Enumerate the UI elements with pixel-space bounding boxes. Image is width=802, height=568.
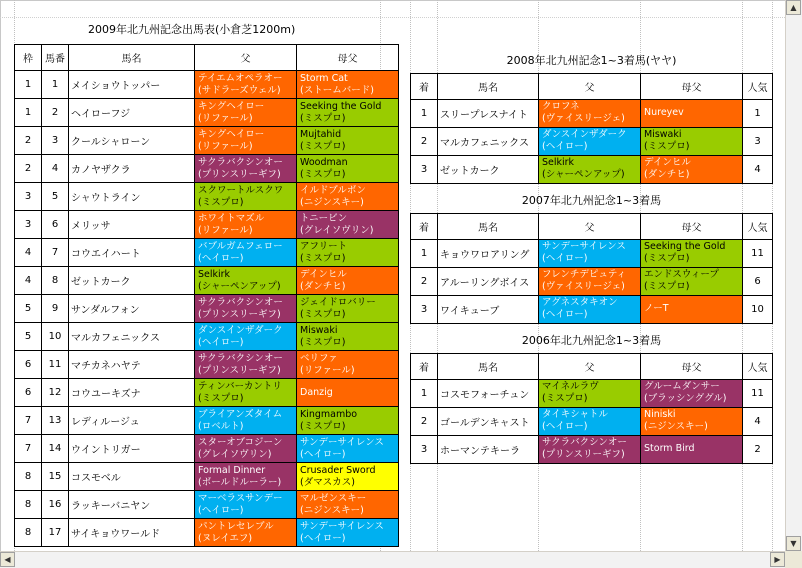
- dam-sire-cell-name: グルームダンサー: [644, 381, 720, 392]
- dam-sire-cell: [297, 267, 399, 295]
- sire-cell-lineage: (ヘイロー): [542, 141, 588, 152]
- waku-cell: 6: [15, 379, 42, 407]
- horse-name-cell: サイキョウワールド: [69, 519, 195, 547]
- umaban-cell: 7: [42, 239, 69, 267]
- horse-name-cell: メイショウトッパー: [69, 71, 195, 99]
- dam-sire-cell-name: ジェイドロバリー: [300, 296, 376, 308]
- sire-cell: [195, 407, 297, 435]
- table-row: [15, 379, 399, 407]
- sire-cell-name: サクラバクシンオー: [542, 437, 627, 448]
- umaban-cell: 17: [42, 519, 69, 547]
- waku-cell: 4: [15, 267, 42, 295]
- table-row: [15, 71, 399, 99]
- table-row: [15, 519, 399, 547]
- sire-cell-name: フレンチデピュティ: [542, 269, 627, 280]
- waku-cell: 2: [15, 155, 42, 183]
- table-row: [15, 239, 399, 267]
- popularity-cell: 10: [743, 295, 773, 323]
- sire-cell-lineage: (ヘイロー): [198, 504, 244, 516]
- place-cell: 3: [411, 295, 438, 323]
- sire-cell-lineage: (リファール): [198, 224, 253, 236]
- results-table-2006: [410, 327, 773, 464]
- dam-sire-cell-name: Niniski: [644, 409, 676, 420]
- dam-sire-cell-name: トニービン: [300, 212, 348, 224]
- dam-sire-cell: [297, 323, 399, 351]
- place-cell: 1: [411, 99, 438, 127]
- waku-cell: 2: [15, 127, 42, 155]
- sire-cell-name: アグネスタキオン: [542, 297, 618, 308]
- sire-cell-lineage: (ヘイロー): [198, 336, 244, 348]
- sire-cell: [195, 435, 297, 463]
- dam-sire-cell: [297, 127, 399, 155]
- horse-name-cell: コスモフォーチュン: [438, 379, 539, 407]
- results-header-cell: 父: [539, 73, 641, 99]
- sire-cell-name: パントレセレブル: [198, 520, 274, 532]
- horse-name-cell: シャウトライン: [69, 183, 195, 211]
- dam-sire-cell: [641, 155, 743, 183]
- table-row: [15, 211, 399, 239]
- table-row: [15, 127, 399, 155]
- dam-sire-cell-name: Miswaki: [300, 324, 338, 336]
- results-header-cell: 馬名: [438, 73, 539, 99]
- table-row: [15, 295, 399, 323]
- place-cell: 2: [411, 127, 438, 155]
- results-header-row: [411, 353, 773, 379]
- sire-cell-name: ブライアンズタイム: [198, 408, 283, 420]
- sire-cell-name: サクラバクシンオー: [198, 296, 283, 308]
- sire-cell: [539, 239, 641, 267]
- dam-sire-cell-lineage: (ダンチヒ): [300, 280, 346, 292]
- table-row: [411, 295, 773, 323]
- table-row: [411, 407, 773, 435]
- results-title-row: [411, 47, 773, 73]
- horse-name-cell: ゴールデンキャスト: [438, 407, 539, 435]
- sire-cell: [539, 99, 641, 127]
- table-row: [15, 323, 399, 351]
- dam-sire-cell-lineage: (ブラッシンググル): [644, 393, 727, 404]
- dam-sire-cell: [297, 239, 399, 267]
- horse-name-cell: レディルージュ: [69, 407, 195, 435]
- header-sire: 父: [195, 45, 297, 71]
- sire-cell-name: マーベラスサンデー: [198, 492, 283, 504]
- sire-cell: [195, 211, 297, 239]
- results-header-cell: 馬名: [438, 353, 539, 379]
- sire-cell: [539, 407, 641, 435]
- place-cell: 3: [411, 155, 438, 183]
- umaban-cell: 6: [42, 211, 69, 239]
- table-row: [411, 267, 773, 295]
- dam-sire-cell-name: Storm Cat: [300, 72, 348, 84]
- sire-cell-lineage: (ミスプロ): [198, 196, 244, 208]
- umaban-cell: 9: [42, 295, 69, 323]
- dam-sire-cell-lineage: (ヘイロー): [300, 448, 346, 460]
- sire-cell-name: Selkirk: [542, 157, 575, 168]
- results-header-cell: 着: [411, 73, 438, 99]
- dam-sire-cell-name: Storm Bird: [644, 443, 695, 454]
- sire-cell: [195, 519, 297, 547]
- sire-cell-name: ダンスインザダーク: [198, 324, 283, 336]
- sire-cell: [195, 379, 297, 407]
- horse-name-cell: ワイキューブ: [438, 295, 539, 323]
- sire-cell: [539, 379, 641, 407]
- results-table-2008: [410, 47, 773, 184]
- table-row: [411, 239, 773, 267]
- waku-cell: 1: [15, 71, 42, 99]
- sire-cell: [539, 295, 641, 323]
- table-row: [15, 491, 399, 519]
- sire-cell: [195, 295, 297, 323]
- popularity-cell: 11: [743, 239, 773, 267]
- race-card-table: [14, 44, 399, 547]
- place-cell: 2: [411, 407, 438, 435]
- sire-cell-name: キングヘイロー: [198, 128, 265, 140]
- sire-cell: [195, 155, 297, 183]
- umaban-cell: 13: [42, 407, 69, 435]
- dam-sire-cell-lineage: (ミスプロ): [300, 252, 346, 264]
- results-header-cell: 人気: [743, 73, 773, 99]
- results-header-cell: 人気: [743, 213, 773, 239]
- table-row: [411, 435, 773, 463]
- dam-sire-cell: [297, 351, 399, 379]
- sire-cell-name: ホワイトマズル: [198, 212, 265, 224]
- sire-cell: [539, 267, 641, 295]
- place-cell: 1: [411, 379, 438, 407]
- dam-sire-cell-lineage: (ミスプロ): [300, 140, 346, 152]
- sire-cell-name: マイネルラヴ: [542, 381, 599, 392]
- dam-sire-cell-lineage: (ミスプロ): [300, 308, 346, 320]
- dam-sire-cell-name: Crusader Sword: [300, 464, 376, 476]
- sire-cell-lineage: (リファール): [198, 140, 253, 152]
- waku-cell: 3: [15, 211, 42, 239]
- dam-sire-cell: [297, 155, 399, 183]
- table-row: [15, 407, 399, 435]
- sire-cell: [195, 267, 297, 295]
- results-header-cell: 着: [411, 213, 438, 239]
- horse-name-cell: コスモベル: [69, 463, 195, 491]
- dam-sire-cell-lineage: (ストームバード): [300, 84, 374, 96]
- dam-sire-cell-lineage: (ミスプロ): [644, 253, 690, 264]
- sire-cell-name: Formal Dinner: [198, 464, 266, 476]
- waku-cell: 4: [15, 239, 42, 267]
- horse-name-cell: カノヤザクラ: [69, 155, 195, 183]
- results-header-row: [411, 213, 773, 239]
- dam-sire-cell: [297, 99, 399, 127]
- dam-sire-cell-lineage: (ミスプロ): [644, 141, 690, 152]
- dam-sire-cell-lineage: (ダマスカス): [300, 476, 355, 488]
- table-row: [15, 267, 399, 295]
- sire-cell: [195, 71, 297, 99]
- scroll-right-icon[interactable]: ▶: [770, 552, 785, 567]
- scroll-down-icon[interactable]: ▼: [786, 536, 801, 551]
- horse-name-cell: ゼットカーク: [438, 155, 539, 183]
- waku-cell: 3: [15, 183, 42, 211]
- popularity-cell: 6: [743, 267, 773, 295]
- umaban-cell: 11: [42, 351, 69, 379]
- dam-sire-cell-lineage: (ミスプロ): [300, 168, 346, 180]
- table-row: [411, 379, 773, 407]
- race-card-header-row: [15, 45, 399, 71]
- place-cell: 2: [411, 267, 438, 295]
- sire-cell-name: サクラバクシンオー: [198, 156, 283, 168]
- results-header-cell: 母父: [641, 73, 743, 99]
- header-waku: 枠: [15, 45, 42, 71]
- horse-name-cell: ホーマンテキーラ: [438, 435, 539, 463]
- table-row: [411, 127, 773, 155]
- dam-sire-cell: [641, 435, 743, 463]
- horse-name-cell: マチカネハヤテ: [69, 351, 195, 379]
- umaban-cell: 10: [42, 323, 69, 351]
- results-title-row: [411, 327, 773, 353]
- waku-cell: 1: [15, 99, 42, 127]
- dam-sire-cell-lineage: (ミスプロ): [300, 336, 346, 348]
- umaban-cell: 14: [42, 435, 69, 463]
- horse-name-cell: ヘイローフジ: [69, 99, 195, 127]
- sire-cell: [195, 239, 297, 267]
- results-title: 2008年北九州記念1~3着馬(ヤヤ): [506, 53, 677, 67]
- umaban-cell: 8: [42, 267, 69, 295]
- popularity-cell: 4: [743, 407, 773, 435]
- horse-name-cell: クールシャローン: [69, 127, 195, 155]
- sire-cell-name: サンデーサイレンス: [542, 241, 626, 252]
- dam-sire-cell: [641, 239, 743, 267]
- dam-sire-cell-lineage: (ミスプロ): [644, 281, 690, 292]
- dam-sire-cell-name: イルドブルボン: [300, 184, 366, 196]
- dam-sire-cell-lineage: (ミスプロ): [300, 112, 346, 124]
- dam-sire-cell-name: エンドスウィープ: [644, 269, 719, 280]
- results-title: 2006年北九州記念1~3着馬: [521, 333, 662, 347]
- scroll-left-icon[interactable]: ◀: [0, 552, 15, 567]
- results-title-row: [411, 187, 773, 213]
- umaban-cell: 4: [42, 155, 69, 183]
- horse-name-cell: キョウワロアリング: [438, 239, 539, 267]
- umaban-cell: 12: [42, 379, 69, 407]
- sire-cell-lineage: (ヘイロー): [198, 252, 244, 264]
- umaban-cell: 5: [42, 183, 69, 211]
- horse-name-cell: コウエイハート: [69, 239, 195, 267]
- dam-sire-cell: [297, 463, 399, 491]
- horse-name-cell: ゼットカーク: [69, 267, 195, 295]
- scroll-up-icon[interactable]: ▲: [786, 0, 801, 15]
- horse-name-cell: メリッサ: [69, 211, 195, 239]
- dam-sire-cell-name: Kingmambo: [300, 408, 358, 420]
- sire-cell-lineage: (ミスプロ): [198, 392, 244, 404]
- dam-sire-cell-name: Mujtahid: [300, 128, 342, 140]
- table-row: [15, 183, 399, 211]
- sire-cell-lineage: (プリンスリーギフ): [542, 449, 625, 460]
- umaban-cell: 1: [42, 71, 69, 99]
- sire-cell: [195, 183, 297, 211]
- dam-sire-cell: [297, 183, 399, 211]
- sire-cell-lineage: (サドラーズウェル): [198, 84, 281, 96]
- results-title: 2007年北九州記念1~3着馬: [521, 193, 662, 207]
- sire-cell-name: スターオブコジーン: [198, 436, 283, 448]
- dam-sire-cell: [641, 267, 743, 295]
- table-row: [411, 155, 773, 183]
- dam-sire-cell: [641, 407, 743, 435]
- place-cell: 3: [411, 435, 438, 463]
- dam-sire-cell-name: デインヒル: [644, 157, 691, 168]
- sire-cell: [195, 351, 297, 379]
- table-row: [15, 155, 399, 183]
- sire-cell-lineage: (プリンスリーギフ): [198, 168, 281, 180]
- waku-cell: 8: [15, 519, 42, 547]
- sire-cell-name: Selkirk: [198, 268, 231, 280]
- horizontal-scrollbar[interactable]: [0, 551, 785, 568]
- horse-name-cell: ラッキーバニヤン: [69, 491, 195, 519]
- popularity-cell: 2: [743, 435, 773, 463]
- dam-sire-cell-name: マルゼンスキー: [300, 492, 367, 504]
- vertical-scrollbar[interactable]: [785, 0, 802, 551]
- dam-sire-cell-name: アフリート: [300, 240, 348, 252]
- dam-sire-cell: [297, 491, 399, 519]
- horse-name-cell: アルーリングボイス: [438, 267, 539, 295]
- dam-sire-cell-name: サンデーサイレンス: [300, 520, 384, 532]
- sire-cell-lineage: (ヌレイエフ): [198, 532, 253, 544]
- dam-sire-cell-lineage: (リファール): [300, 364, 355, 376]
- sire-cell-lineage: (シャーペンアップ): [198, 280, 281, 292]
- dam-sire-cell-lineage: (ニジンスキー): [300, 504, 364, 516]
- sire-cell-lineage: (ヘイロー): [542, 309, 588, 320]
- umaban-cell: 3: [42, 127, 69, 155]
- dam-sire-cell-lineage: (ダンチヒ): [644, 169, 690, 180]
- sire-cell: [195, 491, 297, 519]
- sire-cell-lineage: (プリンスリーギフ): [198, 364, 281, 376]
- dam-sire-cell-name: Woodman: [300, 156, 348, 168]
- sire-cell-lineage: (ヘイロー): [542, 421, 588, 432]
- results-header-cell: 父: [539, 353, 641, 379]
- table-row: [15, 99, 399, 127]
- dam-sire-cell: [297, 407, 399, 435]
- results-header-row: [411, 73, 773, 99]
- sire-cell-lineage: (ボールドルーラー): [198, 476, 282, 488]
- dam-sire-cell-name: ベリファ: [300, 352, 338, 364]
- horse-name-cell: マルカフェニックス: [69, 323, 195, 351]
- dam-sire-cell: [641, 295, 743, 323]
- dam-sire-cell: [641, 99, 743, 127]
- table-row: [411, 99, 773, 127]
- dam-sire-cell: [641, 379, 743, 407]
- sire-cell-lineage: (ヴァイスリージェ): [542, 281, 625, 292]
- horse-name-cell: スリープレスナイト: [438, 99, 539, 127]
- sire-cell-name: クロフネ: [542, 101, 580, 112]
- results-header-cell: 父: [539, 213, 641, 239]
- waku-cell: 5: [15, 295, 42, 323]
- sire-cell-name: サクラバクシンオー: [198, 352, 283, 364]
- dam-sire-cell: [297, 295, 399, 323]
- dam-sire-cell-name: Nureyev: [644, 107, 684, 118]
- results-header-cell: 母父: [641, 353, 743, 379]
- waku-cell: 6: [15, 351, 42, 379]
- umaban-cell: 2: [42, 99, 69, 127]
- dam-sire-cell-name: デインヒル: [300, 268, 347, 280]
- sire-cell-lineage: (リファール): [198, 112, 253, 124]
- sire-cell: [195, 99, 297, 127]
- results-header-cell: 着: [411, 353, 438, 379]
- race-card-title: 2009年北九州記念出馬表(小倉芝1200m): [88, 23, 296, 36]
- dam-sire-cell-name: Miswaki: [644, 129, 682, 140]
- dam-sire-cell: [641, 127, 743, 155]
- sire-cell-name: ティンバーカントリ: [198, 380, 282, 392]
- dam-sire-cell: [297, 71, 399, 99]
- header-umaban: 馬番: [42, 45, 69, 71]
- sire-cell: [195, 463, 297, 491]
- horse-name-cell: サンダルフォン: [69, 295, 195, 323]
- sire-cell-lineage: (ヘイロー): [542, 253, 588, 264]
- dam-sire-cell: [297, 519, 399, 547]
- sire-cell: [539, 435, 641, 463]
- sire-cell: [195, 127, 297, 155]
- sire-cell-lineage: (グレイソヴリン): [198, 448, 272, 460]
- header-dam-sire: 母父: [297, 45, 399, 71]
- waku-cell: 8: [15, 463, 42, 491]
- dam-sire-cell-name: ノーT: [644, 303, 669, 314]
- place-cell: 1: [411, 239, 438, 267]
- waku-cell: 8: [15, 491, 42, 519]
- waku-cell: 5: [15, 323, 42, 351]
- sire-cell-lineage: (ミスプロ): [542, 393, 588, 404]
- waku-cell: 7: [15, 407, 42, 435]
- sire-cell-name: テイエムオペラオー: [198, 72, 283, 84]
- sire-cell-lineage: (ヴァイスリージェ): [542, 113, 625, 124]
- sire-cell-name: スクワートルスクワ: [198, 184, 284, 196]
- sire-cell-name: バブルガムフェロー: [198, 240, 283, 252]
- results-table-2007: [410, 187, 773, 324]
- table-row: [15, 463, 399, 491]
- scrollbar-corner: [785, 551, 802, 568]
- results-header-cell: 母父: [641, 213, 743, 239]
- sire-cell: [539, 155, 641, 183]
- sire-cell: [195, 323, 297, 351]
- umaban-cell: 15: [42, 463, 69, 491]
- popularity-cell: 3: [743, 127, 773, 155]
- sire-cell: [539, 127, 641, 155]
- dam-sire-cell-name: サンデーサイレンス: [300, 436, 384, 448]
- popularity-cell: 4: [743, 155, 773, 183]
- header-horse-name: 馬名: [69, 45, 195, 71]
- horse-name-cell: ウイントリガー: [69, 435, 195, 463]
- sire-cell-name: ダンスインザダーク: [542, 129, 627, 140]
- sire-cell-lineage: (ロベルト): [198, 420, 244, 432]
- popularity-cell: 1: [743, 99, 773, 127]
- sire-cell-name: キングヘイロー: [198, 100, 265, 112]
- dam-sire-cell-name: Seeking the Gold: [300, 100, 382, 112]
- results-header-cell: 馬名: [438, 213, 539, 239]
- popularity-cell: 11: [743, 379, 773, 407]
- dam-sire-cell-lineage: (グレイソヴリン): [300, 224, 374, 236]
- dam-sire-cell-lineage: (ニジンスキー): [300, 196, 364, 208]
- sire-cell-lineage: (プリンスリーギフ): [198, 308, 281, 320]
- results-header-cell: 人気: [743, 353, 773, 379]
- dam-sire-cell-name: Seeking the Gold: [644, 241, 726, 252]
- sire-cell-name: タイキシャトル: [542, 409, 609, 420]
- dam-sire-cell-name: Danzig: [300, 386, 333, 398]
- dam-sire-cell: [297, 435, 399, 463]
- dam-sire-cell-lineage: (ミスプロ): [300, 420, 346, 432]
- table-row: [15, 435, 399, 463]
- dam-sire-cell: [297, 379, 399, 407]
- dam-sire-cell-lineage: (ニジンスキー): [644, 421, 708, 432]
- dam-sire-cell-lineage: (ヘイロー): [300, 532, 346, 544]
- horse-name-cell: マルカフェニックス: [438, 127, 539, 155]
- umaban-cell: 16: [42, 491, 69, 519]
- dam-sire-cell: [297, 211, 399, 239]
- sire-cell-lineage: (シャーペンアップ): [542, 169, 625, 180]
- waku-cell: 7: [15, 435, 42, 463]
- horse-name-cell: コウユーキズナ: [69, 379, 195, 407]
- table-row: [15, 351, 399, 379]
